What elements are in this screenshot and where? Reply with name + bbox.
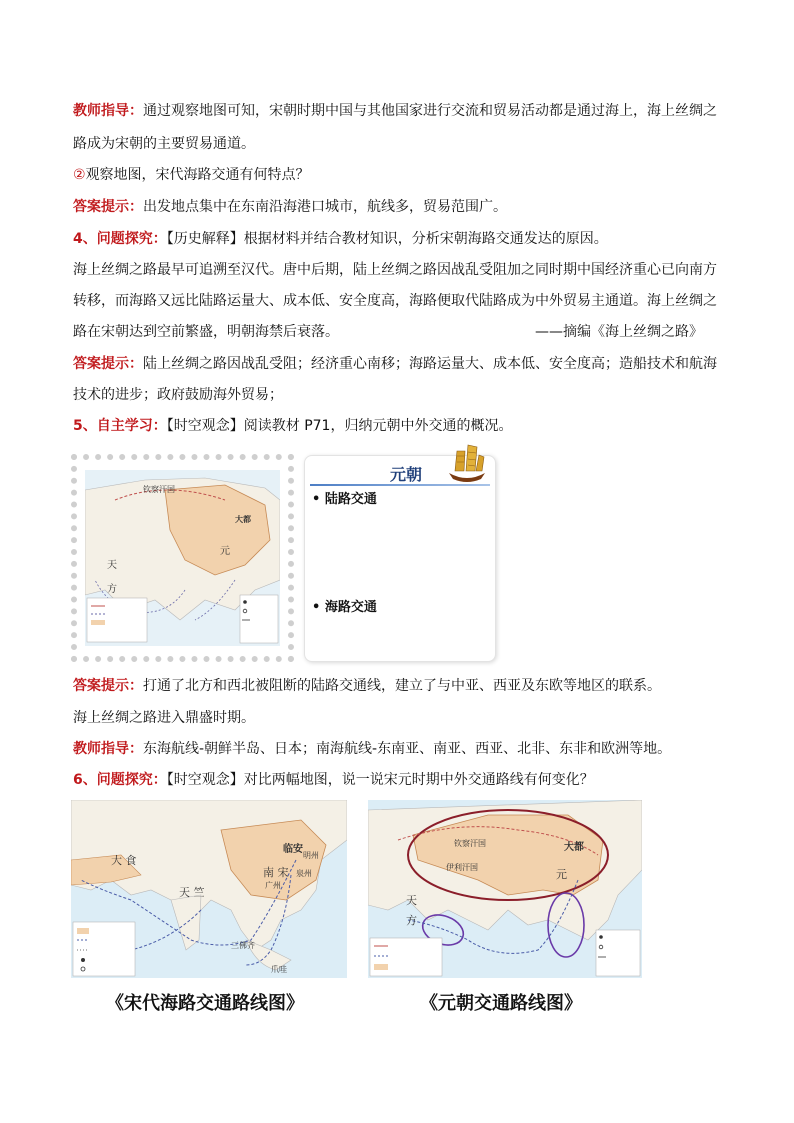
- card-bullet-land: • 陆路交通: [312, 492, 377, 507]
- yuan-map-thumbnail: [71, 454, 294, 662]
- label-answer-hint: 答案提示：: [73, 356, 143, 372]
- map-label: 临安: [283, 844, 303, 855]
- text: 【时空观念】阅读教材 P71，归纳元朝中外交通的概况。: [166, 418, 513, 434]
- answer-hint-line: [73, 197, 733, 217]
- teacher-guide-line: [73, 739, 733, 759]
- material-line: 转移，而海路又远比陆路运量大、成本低、安全度高，海路便取代陆路成为中外贸易主通道。海上丝绸之: [73, 293, 717, 309]
- material-line: [73, 322, 733, 342]
- song-sea-route-map: [71, 800, 347, 978]
- map-label: 大都: [235, 515, 251, 524]
- circled-number: ②: [73, 167, 86, 183]
- map-label: 明州: [303, 851, 319, 860]
- card-title: 元朝: [389, 465, 422, 484]
- text: 路在宋朝达到空前繁盛，明朝海禁后衰落。: [73, 324, 339, 340]
- map-label: 天: [107, 560, 117, 571]
- text: 出发地点集中在东南沿海港口城市，航线多，贸易范围广。: [143, 199, 507, 215]
- map-label: 天 竺: [179, 886, 205, 899]
- yuan-route-map: [368, 800, 642, 978]
- text-line: 路成为宋朝的主要贸易通道。: [73, 136, 255, 152]
- inquiry-line: [73, 770, 733, 790]
- inquiry-line: [73, 229, 733, 249]
- label-inquiry: 4、问题探究：: [73, 231, 167, 247]
- label-inquiry: 6、问题探究：: [73, 772, 167, 788]
- teacher-guide-line: [73, 101, 733, 121]
- song-map-caption: 《宋代海路交通路线图》: [106, 993, 304, 1014]
- map-label: 方: [107, 584, 117, 595]
- text: 打通了北方和西北被阻断的陆路交通线，建立了与中亚、西亚及东欧等地区的联系。: [143, 678, 661, 694]
- map-label: 大都: [564, 842, 584, 853]
- self-study-line: [73, 416, 733, 436]
- map-label: 泉州: [296, 869, 312, 878]
- map-label: 钦察汗国: [454, 839, 486, 848]
- map-label: 天: [406, 894, 417, 907]
- yuan-map-caption: 《元朝交通路线图》: [420, 993, 582, 1014]
- text: 【时空观念】对比两幅地图，说一说宋元时期中外交通路线有何变化？: [166, 772, 594, 788]
- map-label: 爪哇: [271, 965, 287, 974]
- material-line: 海上丝绸之路最早可追溯至汉代。唐中后期，陆上丝绸之路因战乱受阻加之同时期中国经济重心已向南方: [73, 262, 717, 278]
- text: 东海航线-朝鲜半岛、日本；南海航线-东南亚、南亚、西亚、北非、东非和欧洲等地。: [143, 741, 672, 757]
- label-self-study: 5、自主学习：: [73, 418, 167, 434]
- junk-ship-icon: [445, 441, 489, 485]
- text-line: 技术的进步；政府鼓励海外贸易；: [73, 387, 283, 403]
- yuan-map-svg: [368, 800, 642, 978]
- answer-hint-line: [73, 676, 733, 696]
- text-line: 海上丝绸之路进入鼎盛时期。: [73, 710, 255, 726]
- answer-hint-line: [73, 354, 733, 374]
- map-label: 三佛齐: [231, 941, 255, 950]
- text: 陆上丝绸之路因战乱受阻；经济重心南移；海路运量大、成本低、安全度高；造船技术和航海: [143, 356, 717, 372]
- label-teacher-guide: 教师指导：: [73, 103, 143, 119]
- map-label: 广州: [265, 881, 281, 890]
- map-label: 伊利汗国: [446, 863, 478, 872]
- map-label: 钦察汗国: [143, 485, 175, 494]
- map-label: 大 食: [111, 854, 137, 867]
- map-label: 元: [556, 868, 567, 881]
- song-map-svg: [71, 800, 347, 978]
- yuan-summary-card: [304, 455, 496, 662]
- text: 通过观察地图可知，宋朝时期中国与其他国家进行交流和贸易活动都是通过海上，海上丝绸之: [143, 103, 717, 119]
- map-label: 南 宋: [263, 866, 289, 879]
- question-line: [73, 165, 733, 185]
- map-label: 元: [220, 546, 230, 557]
- label-teacher-guide: 教师指导：: [73, 741, 143, 757]
- card-bullet-sea: • 海路交通: [312, 600, 377, 615]
- label-answer-hint: 答案提示：: [73, 678, 143, 694]
- map-label: 方: [406, 914, 417, 927]
- label-answer-hint: 答案提示：: [73, 199, 143, 215]
- text: 【历史解释】根据材料并结合教材知识，分析宋朝海路交通发达的原因。: [166, 231, 608, 247]
- text: 观察地图，宋代海路交通有何特点？: [85, 167, 310, 183]
- material-source: ——摘编《海上丝绸之路》: [535, 324, 703, 340]
